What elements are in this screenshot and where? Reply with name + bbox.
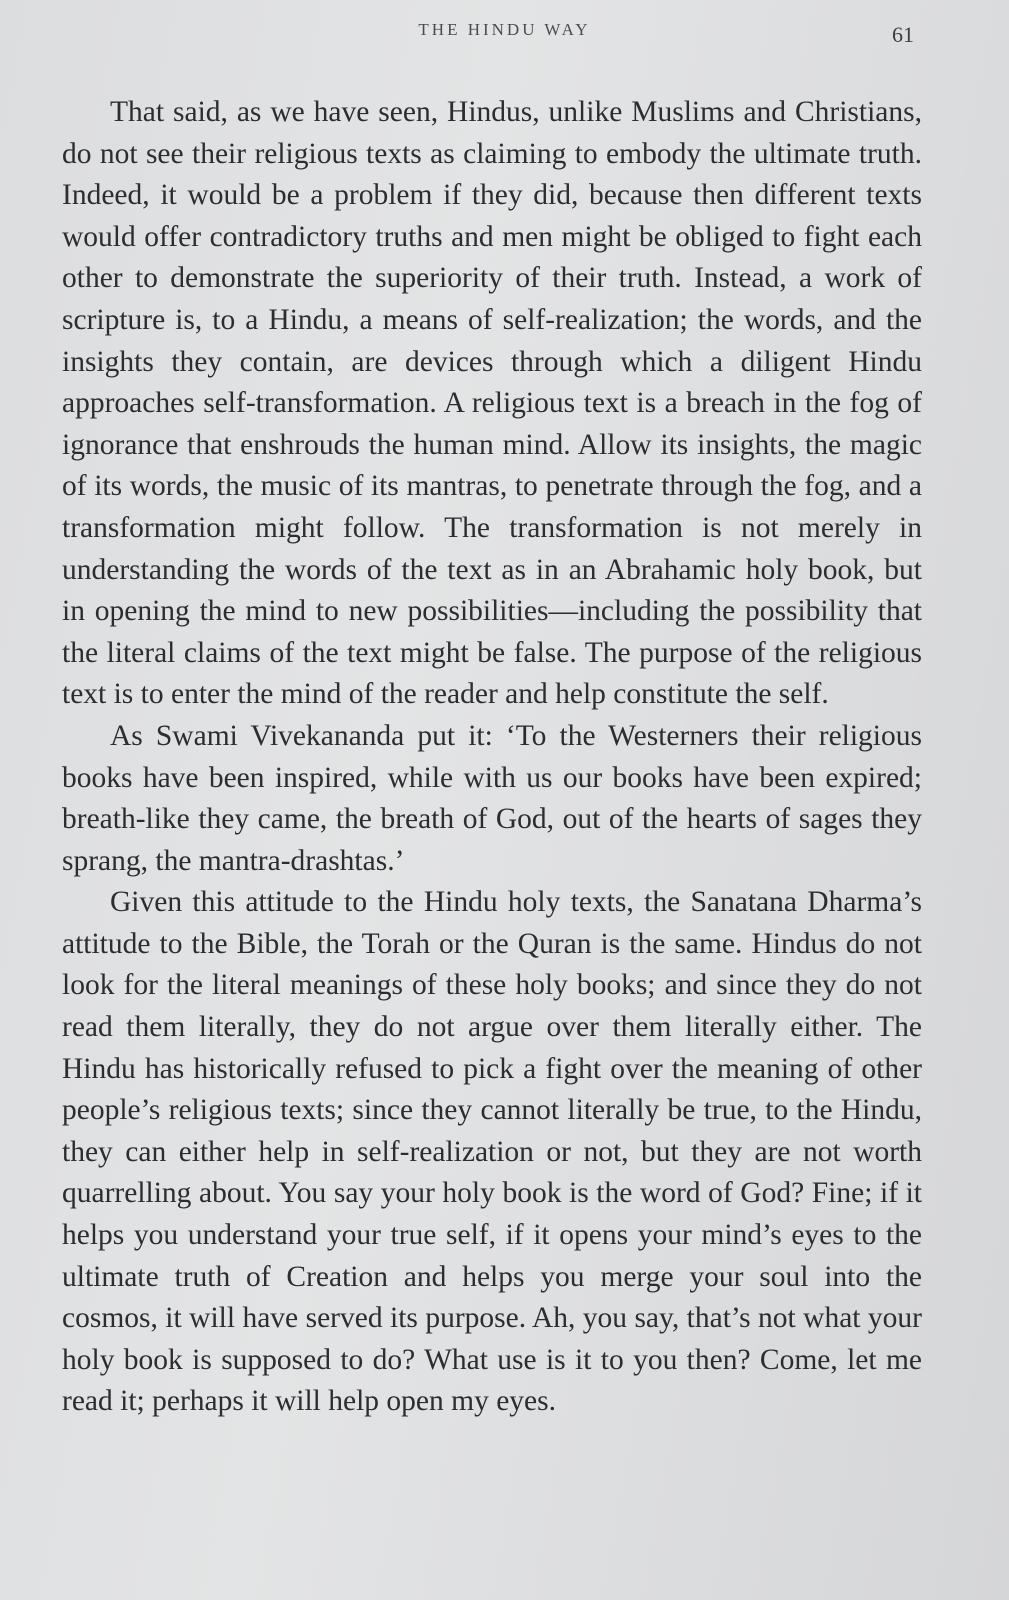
paragraph-1: That said, as we have seen, Hindus, unlike Muslims and Christians, do not see their religious texts as claiming to embody the ultimate truth. Indeed, it would be a problem if they did, because then different texts would offer contradictory truths and men might be obliged to fight each other to demonstrate the superiority of their truth. Instead, a work of scripture is, to a Hindu, a means of self-realization; the words, and the insights they contain, are devices through which a diligent Hindu approaches self-transformation. A religious text is a breach in the fog of ignorance that enshrouds the human mind. Allow its insights, the magic of its words, the music of its mantras, to penetrate through the fog, and a transformation might follow. The transformation is not merely in understanding the words of the text as in an Abrahamic holy book, but in opening the mind to new possibilities—including the possibility that the literal claims of the text might be false. The purpose of the religious text is to enter the mind of the reader and help constitute the self. <box>62 96 922 711</box>
page-number: 61 <box>892 22 914 47</box>
paragraph-2: As Swami Vivekananda put it: ‘To the Westerners their religious books have been inspired, while with us our books have been expired; breath-like they came, the breath of God, out of the hearts of sages they sprang, the mantra-drashtas.’ <box>62 719 922 877</box>
body-text <box>62 92 922 1423</box>
paragraph-3: Given this attitude to the Hindu holy texts, the Sanatana Dharma’s attitude to the Bible, the Torah or the Quran is the same. Hindus do not look for the literal meanings of these holy books; and since they do not read them literally, they do not argue over them literally either. The Hindu has historically refused to pick a fight over the meaning of other people’s religious texts; since they cannot literally be true, to the Hindu, they can either help in self-realization or not, but they are not worth quarrelling about. You say your holy book is the word of God? Fine; if it helps you understand your true self, if it opens your mind’s eyes to the ultimate truth of Creation and helps you merge your soul into the cosmos, it will have served its purpose. Ah, you say, that’s not what your holy book is supposed to do? What use is it to you then? Come, let me read it; perhaps it will help open my eyes. <box>62 886 922 1418</box>
running-head: THE HINDU WAY <box>418 20 591 39</box>
